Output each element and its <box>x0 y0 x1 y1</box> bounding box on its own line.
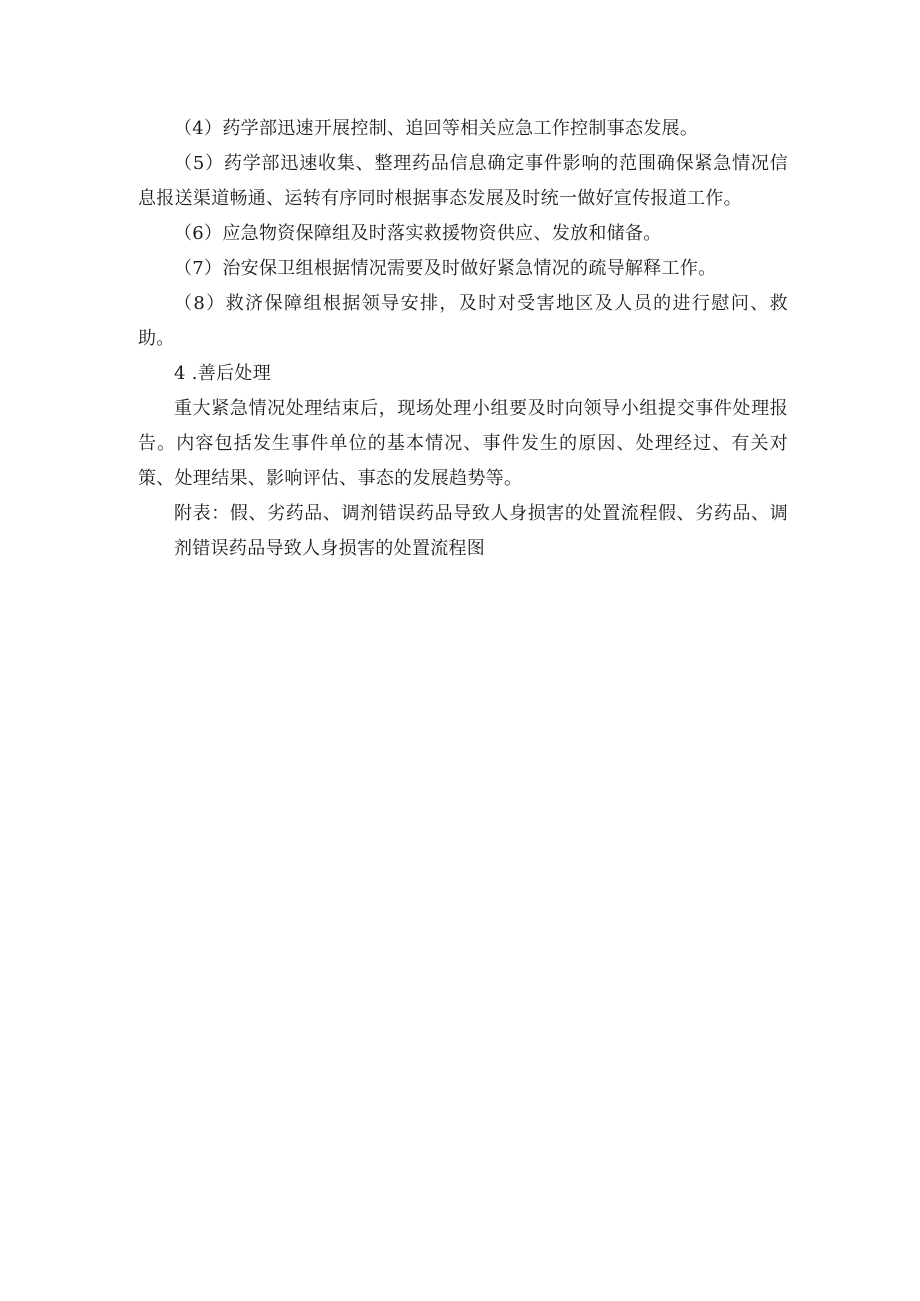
paragraph-appendix-note: 附表：假、劣药品、调剂错误药品导致人身损害的处置流程假、劣药品、调剂错误药品导致人身损害的处置流程图 <box>174 503 788 559</box>
paragraph-item-6: （6）应急物资保障组及时落实救援物资供应、发放和储备。 <box>174 223 662 244</box>
paragraph-item-7: （7）治安保卫组根据情况需要及时做好紧急情况的疏导解释工作。 <box>174 258 717 279</box>
section-heading-aftermath: 4 .善后处理 <box>174 363 271 384</box>
paragraph-aftermath-body: 重大紧急情况处理结束后，现场处理小组要及时向领导小组提交事件处理报告。内容包括发生事件单位的基本情况、事件发生的原因、处理经过、有关对策、处理结果、影响评估、事态的发展趋势等。 <box>138 398 788 489</box>
document-body <box>138 111 788 566</box>
paragraph-item-8: （8）救济保障组根据领导安排，及时对受害地区及人员的进行慰问、救助。 <box>138 293 788 349</box>
paragraph-item-5: （5）药学部迅速收集、整理药品信息确定事件影响的范围确保紧急情况信息报送渠道畅通、运转有序同时根据事态发展及时统一做好宣传报道工作。 <box>138 153 788 209</box>
paragraph-item-4: （4）药学部迅速开展控制、追回等相关应急工作控制事态发展。 <box>174 118 699 139</box>
